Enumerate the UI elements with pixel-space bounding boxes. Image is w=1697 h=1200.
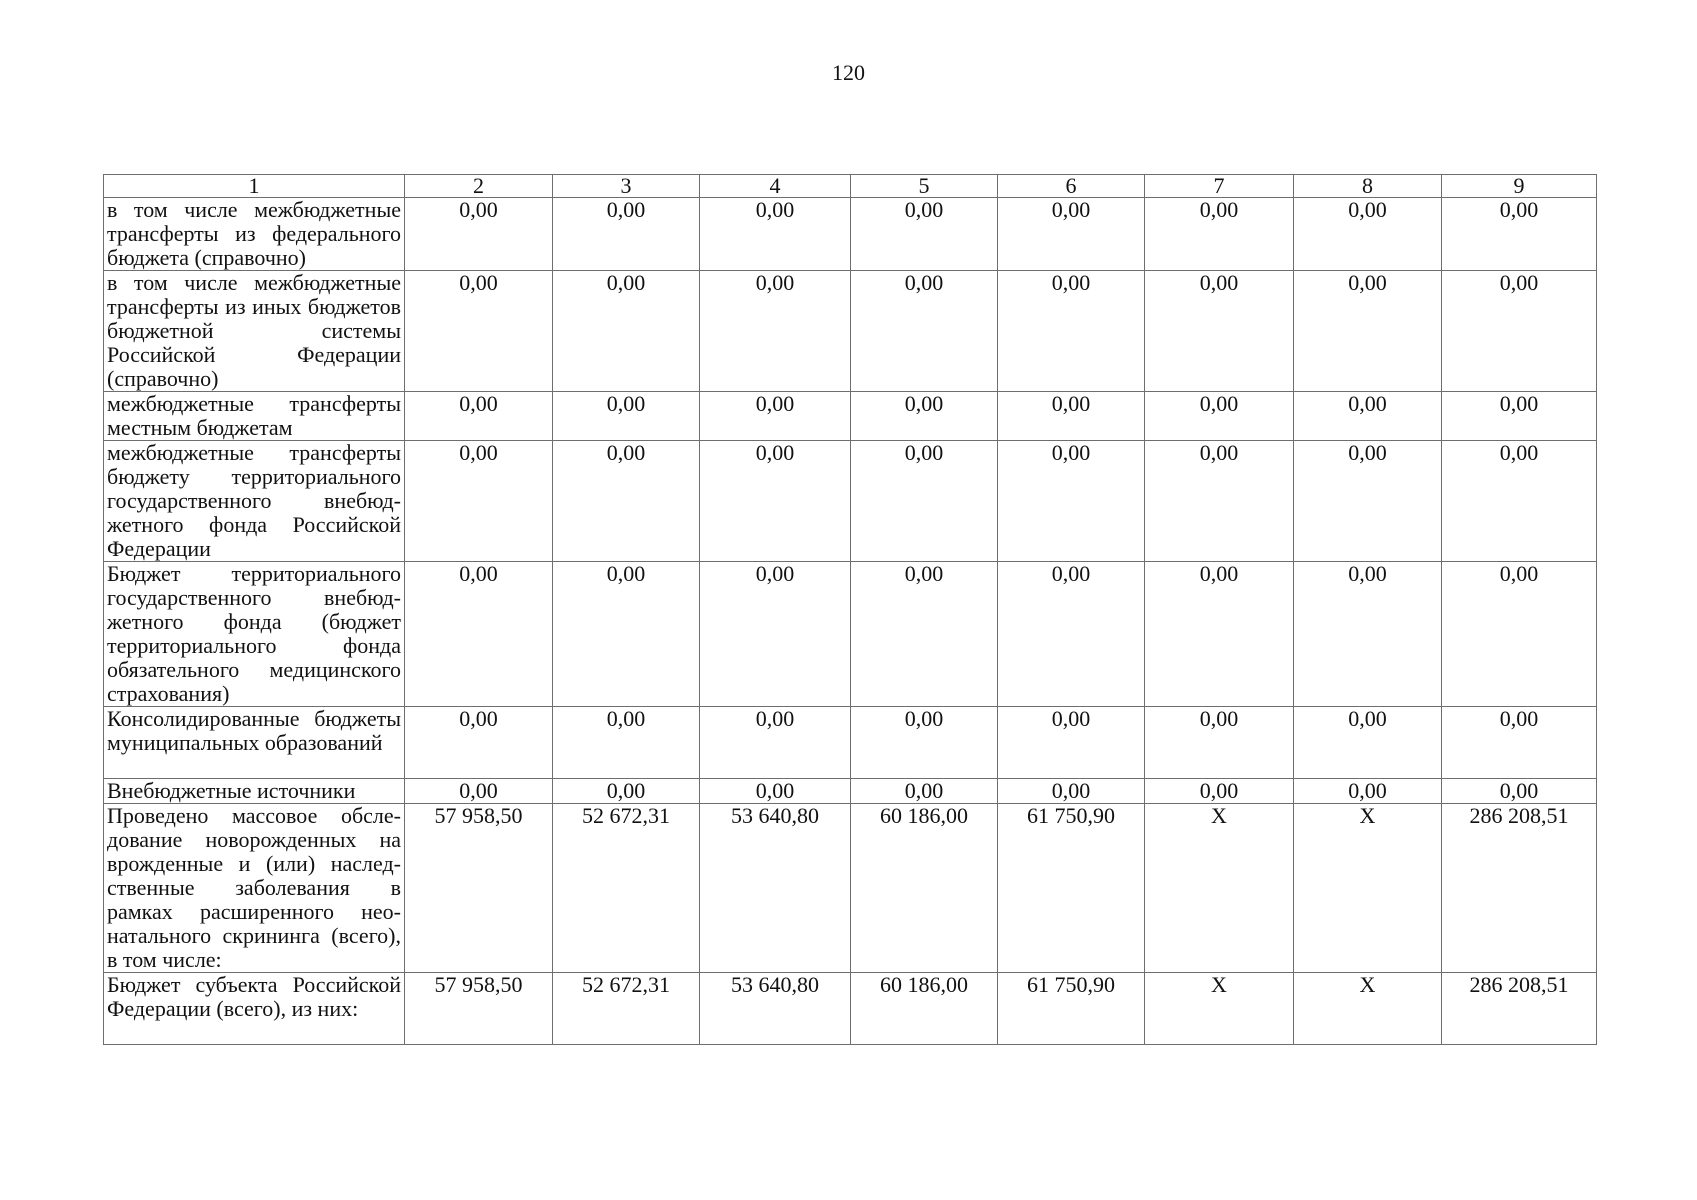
table-cell: 57 958,50 (405, 804, 553, 973)
table-cell: 0,00 (553, 198, 700, 271)
table-cell: 57 958,50 (405, 973, 553, 1045)
table-cell: 0,00 (1442, 707, 1597, 779)
table-cell: 61 750,90 (998, 804, 1145, 973)
table-row (104, 271, 1597, 392)
table-cell: 0,00 (405, 562, 553, 707)
table-cell: 0,00 (851, 707, 998, 779)
table-cell: 0,00 (405, 198, 553, 271)
table-cell: 0,00 (553, 441, 700, 562)
table-cell: 0,00 (1442, 198, 1597, 271)
table-cell: 0,00 (1442, 271, 1597, 392)
table-row (104, 804, 1597, 973)
row-label: в том числе межбюджетные трансферты из федерального бюджета (справочно) (104, 198, 405, 271)
column-header: 2 (405, 175, 553, 198)
table-cell: 0,00 (1294, 562, 1442, 707)
row-label: Консолидированные бюджеты муниципальных образований (104, 707, 405, 779)
table-cell: 0,00 (700, 779, 851, 804)
table-cell: 0,00 (1145, 271, 1294, 392)
table-cell: 60 186,00 (851, 804, 998, 973)
table-cell: 0,00 (998, 198, 1145, 271)
table-row (104, 441, 1597, 562)
row-label: Проведено массовое обследование новорожденных на врожденные и (или) наследственные заболевания в рамках расширенного неонатального скрининга (всего), в том числе: (104, 804, 405, 973)
table-cell: 53 640,80 (700, 804, 851, 973)
table-cell: 0,00 (700, 198, 851, 271)
table-cell: 0,00 (553, 392, 700, 441)
table-cell: 0,00 (1145, 707, 1294, 779)
table-cell: 0,00 (405, 779, 553, 804)
row-label: Бюджет территориального государственного внебюджетного фонда (бюджет территориального фонда обязательного медицинского страхования) (104, 562, 405, 707)
table-cell: X (1294, 973, 1442, 1045)
table-cell: 0,00 (553, 707, 700, 779)
table-cell: 60 186,00 (851, 973, 998, 1045)
table-cell: 0,00 (405, 271, 553, 392)
table-cell: 0,00 (405, 441, 553, 562)
column-header: 9 (1442, 175, 1597, 198)
table-cell: 0,00 (851, 198, 998, 271)
table-cell: X (1145, 973, 1294, 1045)
column-header: 8 (1294, 175, 1442, 198)
table-cell: 0,00 (700, 271, 851, 392)
table-cell: 0,00 (1442, 392, 1597, 441)
table-cell: 0,00 (553, 779, 700, 804)
table-cell: 0,00 (998, 562, 1145, 707)
page-number: 120 (832, 60, 865, 85)
table-row (104, 562, 1597, 707)
table-cell: 0,00 (1145, 392, 1294, 441)
table-cell: 0,00 (700, 562, 851, 707)
table-cell: 0,00 (1145, 779, 1294, 804)
table-cell: 0,00 (700, 441, 851, 562)
table-cell: 0,00 (851, 779, 998, 804)
table-cell: 53 640,80 (700, 973, 851, 1045)
table-cell: 0,00 (405, 392, 553, 441)
table-cell: 0,00 (1442, 562, 1597, 707)
table-cell: 0,00 (851, 271, 998, 392)
table-cell: 0,00 (700, 392, 851, 441)
table-cell: 0,00 (851, 562, 998, 707)
row-label: Бюджет субъекта Российской Федерации (всего), из них: (104, 973, 405, 1045)
table-cell: 0,00 (1294, 392, 1442, 441)
table-cell: 0,00 (998, 392, 1145, 441)
table-cell: 0,00 (1442, 441, 1597, 562)
table-cell: 0,00 (1145, 441, 1294, 562)
table-cell: 0,00 (1294, 198, 1442, 271)
table-cell: 0,00 (1294, 271, 1442, 392)
table-cell: 0,00 (998, 779, 1145, 804)
table-cell: X (1294, 804, 1442, 973)
table-cell: X (1145, 804, 1294, 973)
table-cell: 0,00 (1145, 562, 1294, 707)
row-label: межбюджетные трансферты бюджету территориального государственного внебюджетного фонда Российской Федерации (104, 441, 405, 562)
table-row (104, 392, 1597, 441)
table-cell: 61 750,90 (998, 973, 1145, 1045)
row-label: в том числе межбюджетные трансферты из иных бюджетов бюджетной системы Российской Федерации (справочно) (104, 271, 405, 392)
table-header-row (104, 175, 1597, 198)
column-header: 1 (104, 175, 405, 198)
column-header: 6 (998, 175, 1145, 198)
table-cell: 0,00 (851, 441, 998, 562)
table-cell: 0,00 (998, 441, 1145, 562)
table-cell: 286 208,51 (1442, 973, 1597, 1045)
table-cell: 0,00 (851, 392, 998, 441)
table-cell: 0,00 (1294, 779, 1442, 804)
table-cell: 0,00 (1294, 707, 1442, 779)
table-row (104, 779, 1597, 804)
row-label: межбюджетные трансферты местным бюджетам (104, 392, 405, 441)
table-cell: 0,00 (405, 707, 553, 779)
table-row (104, 198, 1597, 271)
row-label: Внебюджетные источники (104, 779, 405, 804)
table-cell: 0,00 (998, 271, 1145, 392)
table-row (104, 707, 1597, 779)
table-cell: 0,00 (1442, 779, 1597, 804)
budget-table (103, 174, 1597, 1045)
table-cell: 0,00 (700, 707, 851, 779)
table-cell: 0,00 (998, 707, 1145, 779)
column-header: 7 (1145, 175, 1294, 198)
table-cell: 0,00 (1145, 198, 1294, 271)
table-cell: 0,00 (553, 562, 700, 707)
table-cell: 0,00 (553, 271, 700, 392)
column-header: 3 (553, 175, 700, 198)
column-header: 5 (851, 175, 998, 198)
table-row (104, 973, 1597, 1045)
table-cell: 0,00 (1294, 441, 1442, 562)
table-cell: 52 672,31 (553, 804, 700, 973)
table-cell: 52 672,31 (553, 973, 700, 1045)
table-cell: 286 208,51 (1442, 804, 1597, 973)
column-header: 4 (700, 175, 851, 198)
